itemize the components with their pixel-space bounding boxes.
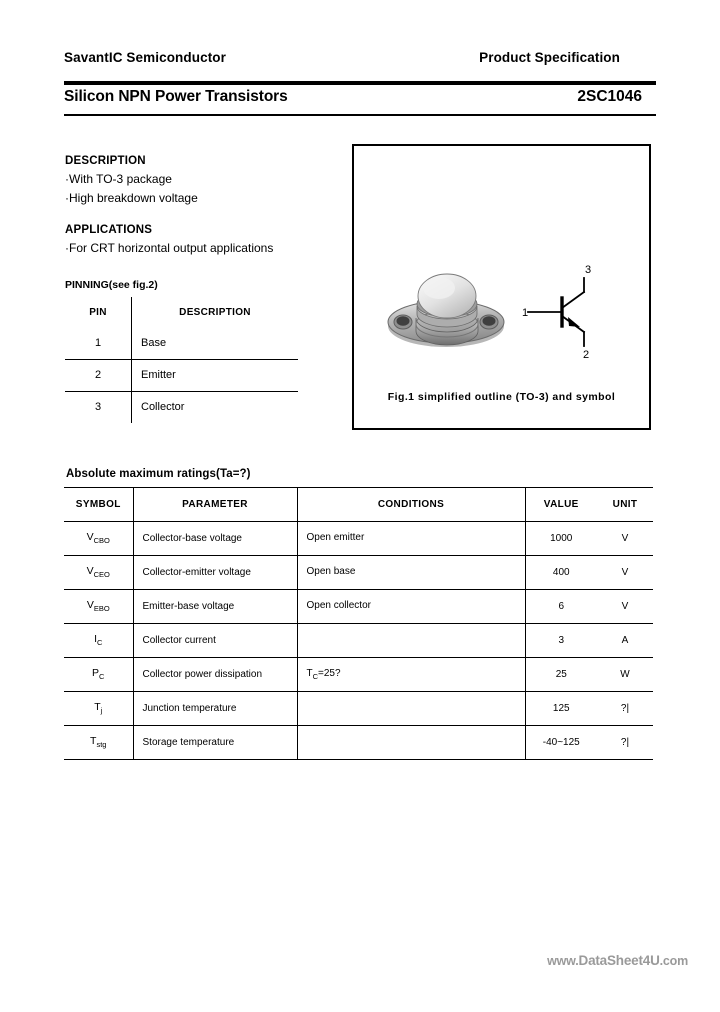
document-type-label: Product Specification — [479, 50, 620, 65]
header-rule-thick — [64, 81, 656, 85]
page-title: Silicon NPN Power Transistors — [64, 88, 288, 105]
table-row — [64, 692, 653, 726]
table-row — [64, 624, 653, 658]
table-row — [65, 391, 298, 423]
watermark-prefix: www. — [547, 954, 579, 968]
rating-conditions: $T_C=25$? — [297, 658, 525, 692]
applications-section — [65, 224, 335, 258]
col-header-parameter: PARAMETER — [133, 488, 297, 522]
rating-parameter: Collector-base voltage — [133, 522, 297, 556]
rating-value: 6 — [525, 590, 597, 624]
table-header-row — [65, 297, 298, 328]
rating-parameter: Collector-emitter voltage — [133, 556, 297, 590]
table-row — [64, 726, 653, 760]
symbol-pin-2-label: 2 — [583, 349, 590, 360]
col-header-value: VALUE — [525, 488, 597, 522]
pinning-table — [65, 297, 298, 423]
description-section — [65, 155, 335, 207]
description-heading: DESCRIPTION — [65, 155, 146, 167]
rating-value: 1000 — [525, 522, 597, 556]
rating-conditions: Open emitter — [297, 522, 525, 556]
applications-heading: APPLICATIONS — [65, 224, 153, 237]
pinning-col-pin-header: PIN — [65, 297, 132, 328]
watermark-main: DataSheet4U — [578, 953, 660, 968]
col-header-symbol: SYMBOL — [64, 488, 133, 522]
rating-value: 3 — [525, 624, 597, 658]
rating-symbol: $I_C$ — [64, 624, 133, 658]
pinning-label: PINNING(see fig.2) — [65, 278, 158, 291]
description-item: ·High breakdown voltage — [65, 190, 198, 205]
rating-symbol: $V_{CBO}$ — [64, 522, 133, 556]
table-row — [64, 590, 653, 624]
symbol-pin-3-label: 3 — [585, 264, 592, 276]
table-row — [65, 328, 298, 360]
figure-caption: Fig.1 simplified outline (TO-3) and symbol — [387, 391, 616, 403]
symbol-pin-1-label: 1 — [522, 307, 529, 319]
rating-unit: A — [597, 624, 653, 658]
pin-description: Emitter — [132, 359, 299, 391]
rating-value: 25 — [525, 658, 597, 692]
rating-parameter: Collector power dissipation — [133, 658, 297, 692]
title-bar — [64, 88, 656, 106]
col-header-unit: UNIT — [597, 488, 653, 522]
rating-conditions: Open collector — [297, 590, 525, 624]
rating-unit: V — [597, 522, 653, 556]
rating-value: 400 — [525, 556, 597, 590]
rating-unit: ?| — [620, 737, 630, 748]
rating-unit: V — [597, 590, 653, 624]
to3-package-image — [384, 268, 508, 356]
col-header-conditions: CONDITIONS — [297, 488, 525, 522]
pin-number: 3 — [65, 391, 132, 423]
ratings-table-wrapper — [64, 487, 653, 760]
figure-box — [352, 144, 651, 430]
rating-symbol: $V_{CEO}$ — [64, 556, 133, 590]
rating-conditions — [297, 726, 525, 760]
rating-unit: ?| — [597, 692, 653, 726]
rating-unit: V — [597, 556, 653, 590]
table-row — [64, 522, 653, 556]
rating-conditions: Open base — [297, 556, 525, 590]
rating-parameter: Junction temperature — [133, 692, 297, 726]
npn-transistor-symbol — [522, 264, 618, 360]
rating-parameter: Emitter-base voltage — [133, 590, 297, 624]
applications-item: ·For CRT horizontal output applications — [65, 241, 274, 256]
rating-unit: W — [597, 658, 653, 692]
rating-symbol: $V_{EBO}$ — [64, 590, 133, 624]
table-row — [64, 658, 653, 692]
rating-value: -40~125 — [542, 737, 580, 748]
pin-number: 2 — [65, 359, 132, 391]
header-rule-thin — [64, 114, 656, 116]
left-column — [65, 155, 335, 423]
footer-watermark — [547, 953, 688, 968]
rating-symbol: $T_j$ — [64, 692, 133, 726]
rating-conditions — [297, 692, 525, 726]
pinning-col-description-header: DESCRIPTION — [179, 306, 251, 318]
rating-parameter: Collector current — [133, 624, 297, 658]
rating-symbol: $P_C$ — [64, 658, 133, 692]
page-header — [64, 50, 656, 65]
company-name: SavantIC Semiconductor — [64, 50, 226, 65]
table-row — [65, 359, 298, 391]
pin-description: Base — [141, 337, 167, 350]
absolute-maximum-ratings-table — [64, 487, 653, 760]
table-row — [64, 556, 653, 590]
ratings-title: Absolute maximum ratings(Ta=?) — [66, 468, 251, 480]
rating-conditions — [297, 624, 525, 658]
rating-value: 125 — [525, 692, 597, 726]
description-item: ·With TO-3 package — [65, 172, 172, 186]
pin-number: 1 — [65, 328, 132, 360]
rating-symbol: $T_{stg}$ — [64, 726, 133, 760]
part-number: 2SC1046 — [577, 88, 642, 105]
watermark-suffix: .com — [659, 954, 688, 968]
table-header-row — [64, 488, 653, 522]
pin-description: Collector — [132, 391, 299, 423]
rating-parameter: Storage temperature — [133, 726, 297, 760]
